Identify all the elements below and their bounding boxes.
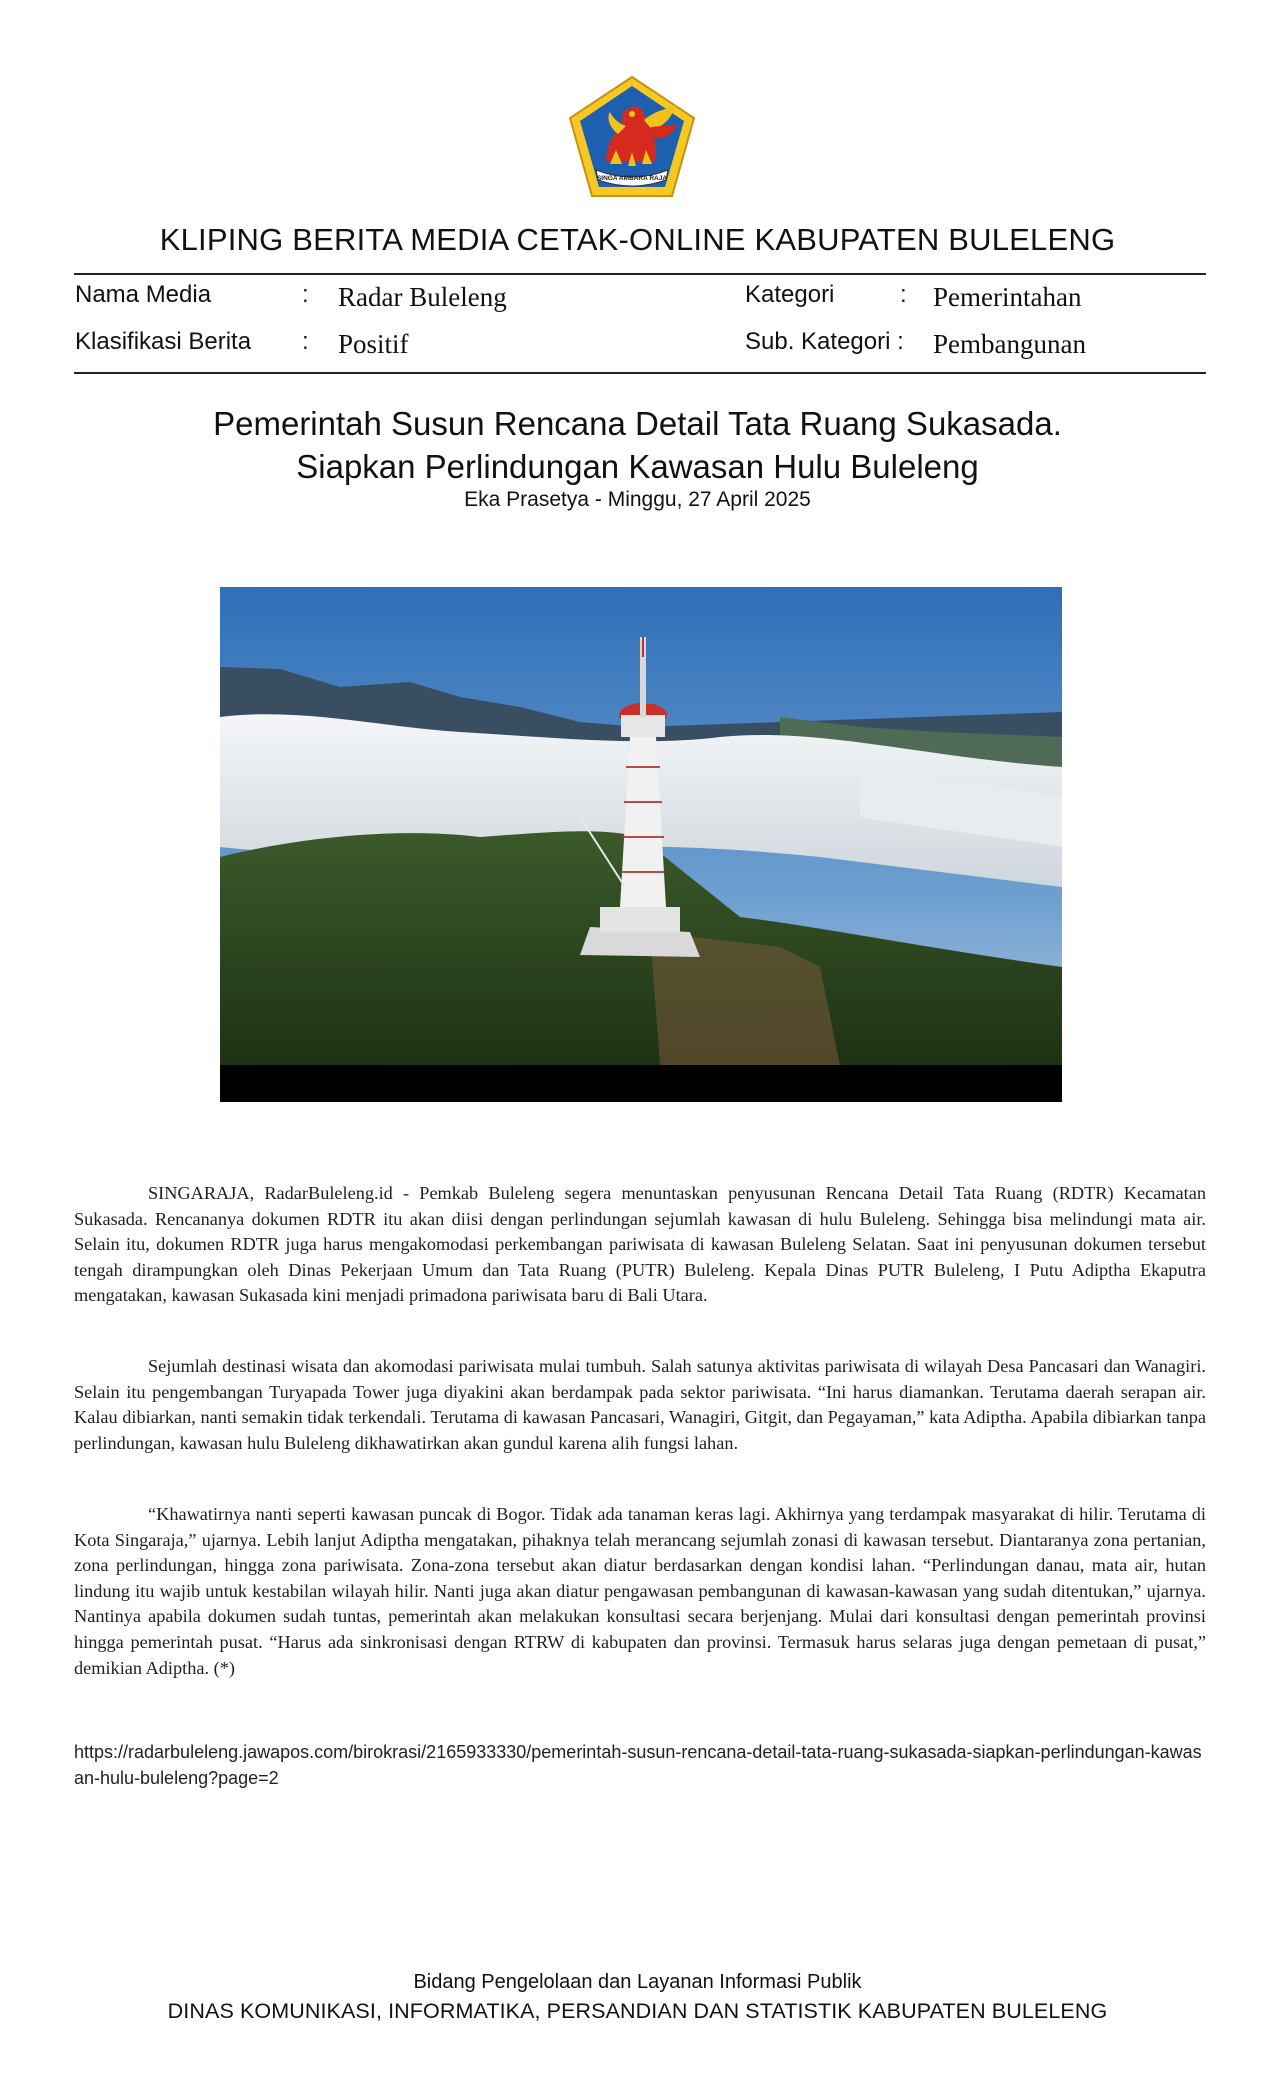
klasifikasi-value: Positif xyxy=(338,329,409,359)
source-url-link[interactable]: https://radarbuleleng.jawapos.com/birokrasi/2165933330/pemerintah-susun-rencana-detail-tata-ruang-sukasada-siapkan-perlindungan-kawasan-hulu-buleleng?page=2 xyxy=(74,1742,1202,1788)
article-byline: Eka Prasetya - Minggu, 27 April 2025 xyxy=(464,488,811,511)
tower-photo xyxy=(220,587,1062,1102)
svg-text:SINGA AMBARA RAJA: SINGA AMBARA RAJA xyxy=(596,175,668,182)
article-title-line-1: Pemerintah Susun Rencana Detail Tata Ruang Sukasada. xyxy=(213,405,1062,442)
article-paragraph xyxy=(74,1502,1206,1681)
article-paragraph-text: SINGARAJA, RadarBuleleng.id - Pemkab Buleleng segera menuntaskan penyusunan Rencana Detail Tata Ruang (RDTR) Kecamatan Sukasada. Rencananya dokumen RDTR itu akan diisi dengan perlindungan sejumlah kawasan di hulu Buleleng. Sehingga bisa melindungi mata air. Selain itu, dokumen RDTR juga harus mengakomodasi perkembangan pariwisata di kawasan Buleleng Selatan. Saat ini penyusunan dokumen tersebut tengah dirampungkan oleh Dinas Pekerjaan Umum dan Tata Ruang (PUTR) Buleleng. Kepala Dinas PUTR Buleleng, I Putu Adiptha Ekaputra mengatakan, kawasan Sukasada kini menjadi primadona pariwisata baru di Bali Utara. xyxy=(74,1183,1206,1306)
sub-kategori-value: Pembangunan xyxy=(933,329,1086,359)
header-rule-bottom xyxy=(74,372,1206,374)
kategori-label: Kategori xyxy=(745,281,835,308)
nama-media-value: Radar Buleleng xyxy=(338,282,507,312)
nama-media-label: Nama Media xyxy=(75,281,212,308)
klasifikasi-colon: : xyxy=(302,328,309,355)
klasifikasi-label: Klasifikasi Berita xyxy=(75,328,252,355)
document-header-title: KLIPING BERITA MEDIA CETAK-ONLINE KABUPATEN BULELENG xyxy=(159,222,1116,257)
kategori-value: Pemerintahan xyxy=(933,282,1082,312)
article-paragraph xyxy=(74,1181,1206,1309)
nama-media-colon: : xyxy=(302,281,309,308)
footer-agency: DINAS KOMUNIKASI, INFORMATIKA, PERSANDIAN DAN STATISTIK KABUPATEN BULELENG xyxy=(167,1999,1108,2023)
article-paragraph xyxy=(74,1354,1206,1456)
footer-division: Bidang Pengelolaan dan Layanan Informasi Publik xyxy=(413,1971,862,1993)
article-paragraph-text: “Khawatirnya nanti seperti kawasan puncak di Bogor. Tidak ada tanaman keras lagi. Akhirnya yang terdampak masyarakat di hilir. Terutama di Kota Singaraja,” ujarnya. Lebih lanjut Adiptha mengatakan, pihaknya telah merancang sejumlah zonasi di kawasan tersebut. Diantaranya zona pertanian, zona perlindungan, hingga zona pariwisata. Zona-zona tersebut akan diatur berdasarkan dengan kondisi lahan. “Perlindungan danau, mata air, hutan lindung itu wajib untuk kestabilan wilayah hilir. Nanti juga akan diatur pengawasan pembangunan di kawasan-kawasan yang sudah ditentukan,” ujarnya. Nantinya apabila dokumen sudah tuntas, pemerintah akan melakukan konsultasi secara berjenjang. Mulai dari konsultasi dengan pemerintah provinsi hingga pemerintah pusat. “Harus ada sinkronisasi dengan RTRW di kabupaten dan provinsi. Termasuk harus selaras juga dengan pemetaan di pusat,” demikian Adiptha. (*) xyxy=(74,1504,1206,1678)
sub-kategori-label: Sub. Kategori : xyxy=(745,328,904,355)
kategori-colon: : xyxy=(900,281,907,308)
article-title-line-2: Siapkan Perlindungan Kawasan Hulu Buleleng xyxy=(296,448,979,485)
header-rule-top xyxy=(74,273,1206,275)
article-paragraph-text: Sejumlah destinasi wisata dan akomodasi pariwisata mulai tumbuh. Salah satunya aktivitas pariwisata di wilayah Desa Pancasari dan Wanagiri. Selain itu pengembangan Turyapada Tower juga diyakini akan berdampak pada sektor pariwisata. “Ini harus diamankan. Terutama daerah serapan air. Kalau dibiarkan, nanti semakin tidak terkendali. Terutama di kawasan Pancasari, Wanagiri, Gitgit, dan Pegayaman,” kata Adiptha. Apabila dibiarkan tanpa perlindungan, kawasan hulu Buleleng dikhawatirkan akan gundul karena alih fungsi lahan. xyxy=(74,1356,1206,1453)
buleleng-emblem-icon xyxy=(566,74,698,200)
